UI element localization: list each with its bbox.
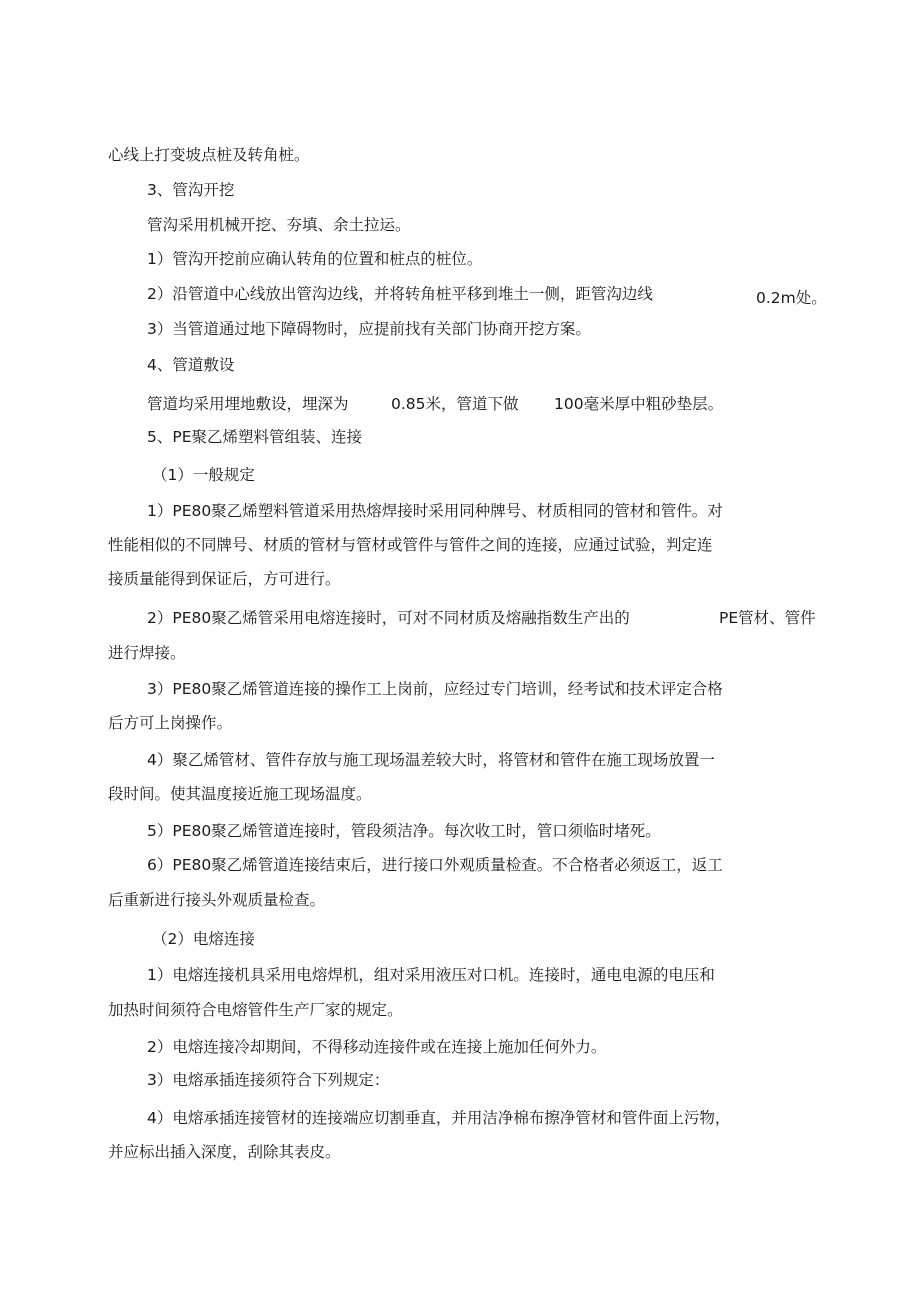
section-heading: 4、管道敷设 [147,356,235,374]
text-line: 3）电熔承插连接须符合下列规定： [147,1071,390,1089]
section-heading: 3、管沟开挖 [147,181,235,199]
subsection-heading: （2）电熔连接 [152,930,255,948]
text-line: 5）PE80聚乙烯管道连接时，管段须洁净。每次收工时，管口须临时堵死。 [147,822,661,840]
text-line: 1）管沟开挖前应确认转角的位置和桩点的桩位。 [147,250,483,268]
text-line: 3）PE80聚乙烯管道连接的操作工上岗前，应经过专门培训，经考试和技术评定合格 [147,680,723,698]
text-line: 后方可上岗操作。 [108,714,233,732]
text-line: 4）电熔承插连接管材的连接端应切割垂直，并用洁净棉布擦净管材和管件面上污物， [147,1109,731,1127]
text-line: 6）PE80聚乙烯管道连接结束后，进行接口外观质量检查。不合格者必须返工，返工 [147,856,723,874]
text-line: 3）当管道通过地下障碍物时，应提前找有关部门协商开挖方案。 [147,320,591,338]
text-line: 4）聚乙烯管材、管件存放与施工现场温差较大时，将管材和管件在施工现场放置一 [147,751,715,769]
text-line: 1）电熔连接机具采用电熔焊机，组对采用液压对口机。连接时，通电电源的电压和 [147,966,715,984]
text-fragment: PE管材、管件 [719,609,816,627]
text-line: 1）PE80聚乙烯塑料管道采用热熔焊接时采用同种牌号、材质相同的管材和管件。对 [147,502,723,520]
text-line: 管沟采用机械开挖、夯填、余土拉运。 [147,216,411,234]
text-line: 2）电熔连接冷却期间，不得移动连接件或在连接上施加任何外力。 [147,1038,607,1056]
text-line: 2）沿管道中心线放出管沟边线，并将转角桩平移到堆土一侧，距管沟边线 [147,285,653,303]
subsection-heading: （1）一般规定 [152,466,255,484]
text-line: 段时间。使其温度接近施工现场温度。 [108,785,372,803]
text-line: 性能相似的不同牌号、材质的管材与管材或管件与管件之间的连接，应通过试验，判定连 [108,536,713,554]
text-line: 并应标出插入深度，刮除其表皮。 [108,1143,341,1161]
text-fragment: 0.85米，管道下做 [391,395,519,413]
text-line: 后重新进行接头外观质量检查。 [108,891,326,909]
text-line: 管道均采用埋地敷设，埋深为 [147,395,349,413]
text-line: 心线上打变坡点桩及转角桩。 [108,146,310,164]
section-heading: 5、PE聚乙烯塑料管组装、连接 [147,428,363,446]
text-line: 2）PE80聚乙烯管采用电熔连接时，可对不同材质及熔融指数生产出的 [147,609,630,627]
text-line: 加热时间须符合电熔管件生产厂家的规定。 [108,1001,403,1019]
text-line: 接质量能得到保证后，方可进行。 [108,570,341,588]
text-fragment: 0.2m处。 [756,289,827,307]
text-fragment: 100毫米厚中粗砂垫层。 [554,395,724,413]
text-line: 进行焊接。 [108,644,186,662]
